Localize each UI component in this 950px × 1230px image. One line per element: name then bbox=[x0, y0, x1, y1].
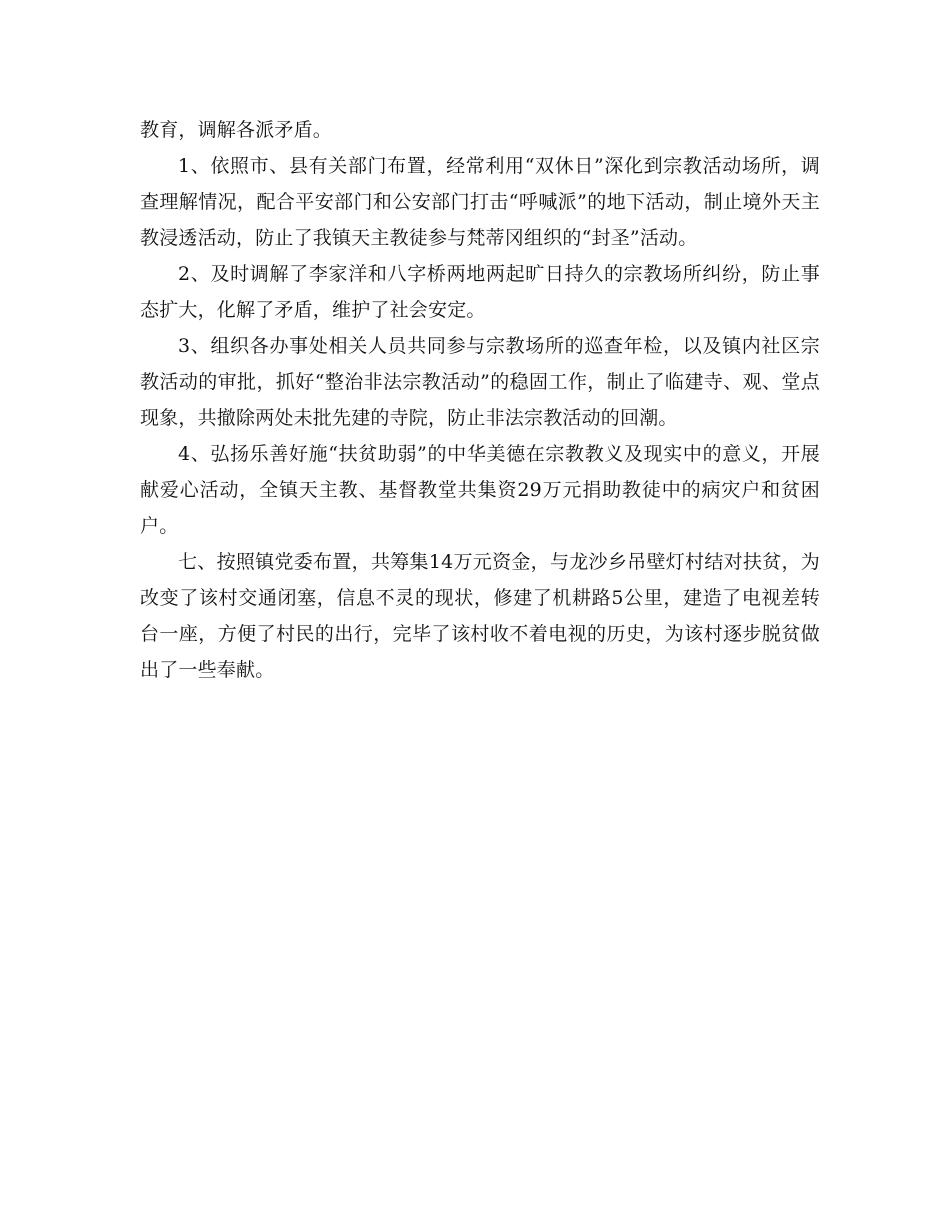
paragraph-item-4: 4、弘扬乐善好施“扶贫助弱”的中华美德在宗教教义及现实中的意义，开展献爱心活动，全镇天主教、基督教堂共集资29万元捐助教徒中的病灾户和贫困户。 bbox=[140, 443, 820, 537]
paragraph-item-2: 2、及时调解了李家洋和八字桥两地两起旷日持久的宗教场所纠纷，防止事态扩大，化解了矛盾，维护了社会安定。 bbox=[140, 263, 820, 321]
document-body bbox=[140, 112, 820, 688]
paragraph-item-3: 3、组织各办事处相关人员共同参与宗教场所的巡查年检，以及镇内社区宗教活动的审批，抓好“整治非法宗教活动”的稳固工作，制止了临建寺、观、堂点现象，共撤除两处未批先建的寺院，防止非法宗教活动的回潮。 bbox=[140, 335, 820, 429]
paragraph-item-1: 1、依照市、县有关部门布置，经常利用“双休日”深化到宗教活动场所，调查理解情况，配合平安部门和公安部门打击“呼喊派”的地下活动，制止境外天主教浸透活动，防止了我镇天主教徒参与梵蒂冈组织的“封圣”活动。 bbox=[140, 155, 820, 249]
paragraph-section-7: 七、按照镇党委布置，共筹集14万元资金，与龙沙乡吊壁灯村结对扶贫，为改变了该村交通闭塞，信息不灵的现状，修建了机耕路5公里，建造了电视差转台一座，方便了村民的出行，完毕了该村收不着电视的历史，为该村逐步脱贫做出了一些奉献。 bbox=[140, 551, 820, 681]
paragraph-continuation: 教育，调解各派矛盾。 bbox=[140, 119, 333, 141]
